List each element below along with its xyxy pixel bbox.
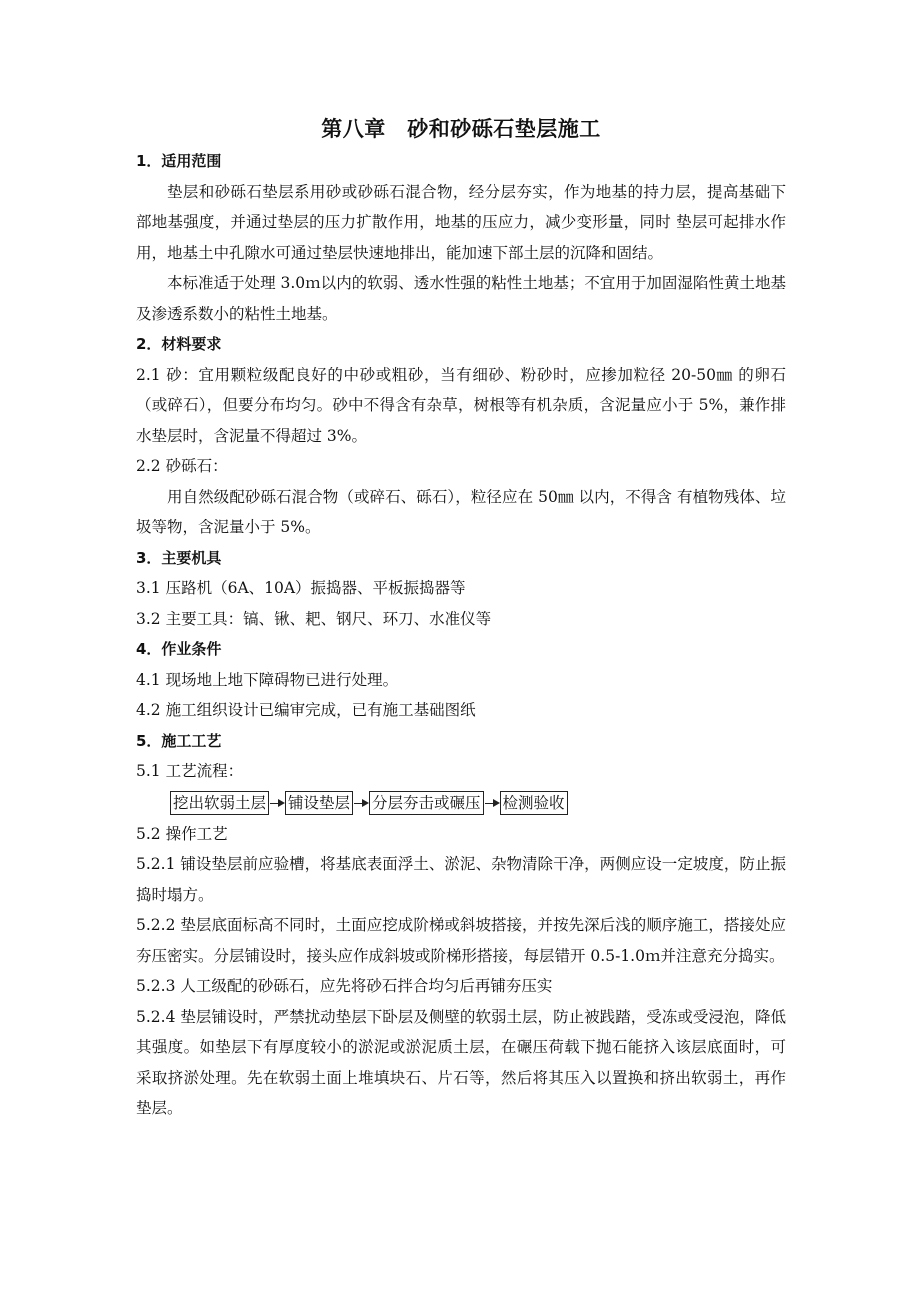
flow-step-compact: 分层夯击或碾压 <box>369 791 484 815</box>
paragraph-scope-applicability: 本标准适于处理 3.0ｍ以内的软弱、透水性强的粘性土地基；不宜用于加固湿陷性黄土地基及渗透系数小的粘性土地基。 <box>136 274 786 323</box>
process-flowchart <box>170 790 786 816</box>
flow-step-excavate: 挖出软弱土层 <box>170 791 269 815</box>
paragraph-obstacles: 4.1 现场地上地下障碍物已进行处理。 <box>136 670 399 689</box>
section-heading-scope: 1．适用范围 <box>136 152 222 170</box>
paragraph-tools: 3.2 主要工具：镐、锹、耙、钢尺、环刀、水准仪等 <box>136 609 492 628</box>
page-title: 第八章 砂和砂砾石垫层施工 <box>321 117 601 141</box>
paragraph-scope-description: 垫层和砂砾石垫层系用砂或砂砾石混合物，经分层夯实，作为地基的持力层，提高基础下部地基强度，并通过垫层的压力扩散作用，地基的压应力，减少变形量，同时 垫层可起排水作用，地基土中孔隙水可通过垫层快速地排出，能加速下部土层的沉降和固结。 <box>136 182 786 262</box>
paragraph-operation-5-2-4: 5.2.4 垫层铺设时，严禁扰动垫层下卧层及侧壁的软弱土层，防止被践踏，受冻或受浸泡，降低其强度。如垫层下有厚度较小的淤泥或淤泥质土层，在碾压荷载下抛石能挤入该层底面时，可采取挤淤处理。先在软弱土面上堆填块石、片石等，然后将其压入以置换和挤出软弱土，再作垫层。 <box>136 1007 786 1117</box>
section-heading-materials: 2．材料要求 <box>136 335 222 353</box>
paragraph-operation-5-2-1: 5.2.1 铺设垫层前应验槽，将基底表面浮土、淤泥、杂物清除干净，两侧应设一定坡度，防止振捣时塌方。 <box>136 855 786 904</box>
section-heading-conditions: 4．作业条件 <box>136 640 222 658</box>
section-heading-equipment: 3．主要机具 <box>136 548 222 567</box>
flow-step-lay-cushion: 铺设垫层 <box>285 791 353 815</box>
paragraph-sand-requirement: 2.1 砂：宜用颗粒级配良好的中砂或粗砂，当有细砂、粉砂时，应掺加粒径 20-50㎜ 的卵石（或碎石），但要分布均匀。砂中不得含有杂草，树根等有机杂质，含泥量应小于 5%，兼作排水垫层时，含泥量不得超过 3%。 <box>136 365 786 445</box>
paragraph-operation-5-2-2: 5.2.2 垫层底面标高不同时，土面应挖成阶梯或斜坡搭接，并按先深后浅的顺序施工，搭接处应夯压密实。分层铺设时，接头应作成斜坡或阶梯形搭接，每层错开 0.5-1.0ｍ并注意充分捣实。 <box>136 916 786 965</box>
paragraph-design: 4.2 施工组织设计已编审完成，已有施工基础图纸 <box>136 701 476 719</box>
section-heading-process: 5．施工工艺 <box>136 731 222 750</box>
arrow-right-icon <box>484 792 500 814</box>
paragraph-operation-5-2-3: 5.2.3 人工级配的砂砾石，应先将砂石拌合均匀后再铺夯压实 <box>136 977 553 995</box>
paragraph-operation-heading: 5.2 操作工艺 <box>136 824 228 843</box>
paragraph-gravel-heading: 2.2 砂砾石： <box>136 457 228 475</box>
paragraph-machinery: 3.1 压路机（6A、10A）振捣器、平板振捣器等 <box>136 579 466 597</box>
flow-step-inspect: 检测验收 <box>500 791 568 815</box>
arrow-right-icon <box>269 792 285 814</box>
paragraph-flow-intro: 5.1 工艺流程： <box>136 762 244 780</box>
document-content <box>136 113 786 1124</box>
arrow-right-icon <box>353 792 369 814</box>
paragraph-gravel-requirement: 用自然级配砂砾石混合物（或碎石、砾石），粒径应在 50㎜ 以内，不得含 有植物残体、垃圾等物，含泥量小于 5%。 <box>136 487 786 536</box>
